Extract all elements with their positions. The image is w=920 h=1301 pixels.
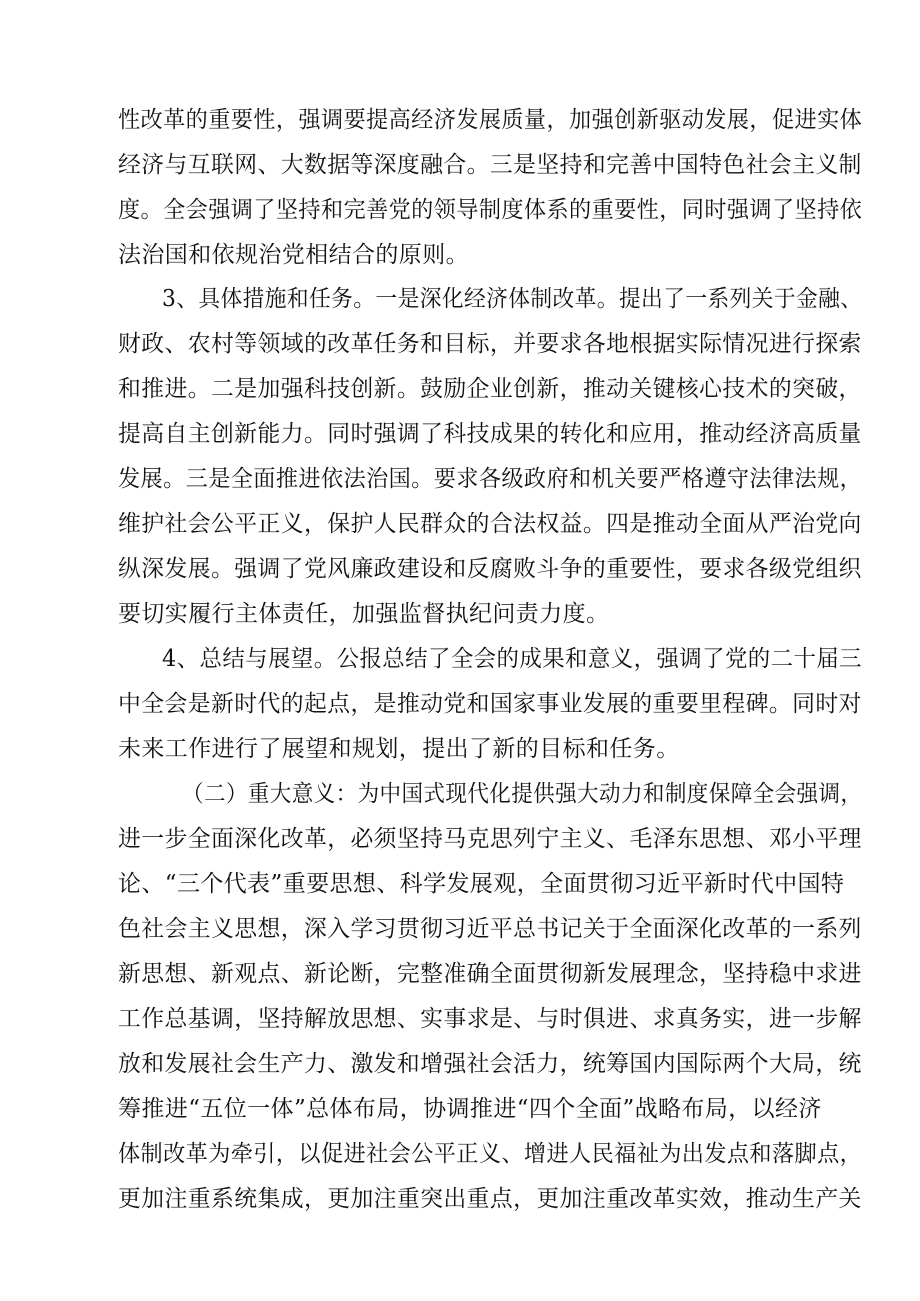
text-line: 筹推进“五位一体”总体布局，协调推进“四个全面”战略布局，以经济 xyxy=(118,1096,822,1122)
text-line: 4、总结与展望。公报总结了全会的成果和意义，强调了党的二十届三 xyxy=(162,646,863,672)
text-line: 更加注重系统集成，更加注重突出重点，更加注重改革实效，推动生产关 xyxy=(118,1186,862,1212)
text-line: （二）重大意义：为中国式现代化提供强大动力和制度保障全会强调， xyxy=(182,781,863,807)
text-line: 财政、农村等领域的改革任务和目标，并要求各地根据实际情况进行探索 xyxy=(118,331,862,357)
text-line: 放和发展社会生产力、激发和增强社会活力，统筹国内国际两个大局，统 xyxy=(118,1051,862,1077)
text-line: 维护社会公平正义，保护人民群众的合法权益。四是推动全面从严治党向 xyxy=(118,511,862,537)
text-line: 进一步全面深化改革，必须坚持马克思列宁主义、毛泽东思想、邓小平理 xyxy=(118,826,862,852)
text-line: 和推进。二是加强科技创新。鼓励企业创新，推动关键核心技术的突破， xyxy=(118,376,862,402)
text-line: 论、“三个代表”重要思想、科学发展观，全面贯彻习近平新时代中国特 xyxy=(118,871,845,897)
text-line: 性改革的重要性，强调要提高经济发展质量，加强创新驱动发展，促进实体 xyxy=(118,107,863,133)
text-line: 度。全会强调了坚持和完善党的领导制度体系的重要性，同时强调了坚持依 xyxy=(118,197,863,223)
text-line: 经济与互联网、大数据等深度融合。三是坚持和完善中国特色社会主义制 xyxy=(118,152,862,178)
text-line: 要切实履行主体责任，加强监督执纪问责力度。 xyxy=(118,601,610,627)
text-line: 工作总基调，坚持解放思想、实事求是、与时俱进、求真务实，进一步解 xyxy=(118,1006,862,1032)
text-line: 3、具体措施和任务。一是深化经济体制改革。提出了一系列关于金融、 xyxy=(162,286,863,312)
text-line: 中全会是新时代的起点，是推动党和国家事业发展的重要里程碑。同时对 xyxy=(118,691,862,717)
text-line: 发展。三是全面推进依法治国。要求各级政府和机关要严格遵守法律法规， xyxy=(118,466,863,492)
text-line: 提高自主创新能力。同时强调了科技成果的转化和应用，推动经济高质量 xyxy=(118,421,862,447)
text-line: 新思想、新观点、新论断，完整准确全面贯彻新发展理念，坚持稳中求进 xyxy=(118,961,862,987)
text-line: 纵深发展。强调了党风廉政建设和反腐败斗争的重要性，要求各级党组织 xyxy=(118,556,862,582)
text-line: 体制改革为牵引，以促进社会公平正义、增进人民福祉为出发点和落脚点， xyxy=(118,1141,863,1167)
text-line: 色社会主义思想，深入学习贯彻习近平总书记关于全面深化改革的一系列 xyxy=(118,916,862,942)
text-line: 法治国和依规治党相结合的原则。 xyxy=(118,242,469,268)
text-line: 未来工作进行了展望和规划，提出了新的目标和任务。 xyxy=(118,736,680,762)
